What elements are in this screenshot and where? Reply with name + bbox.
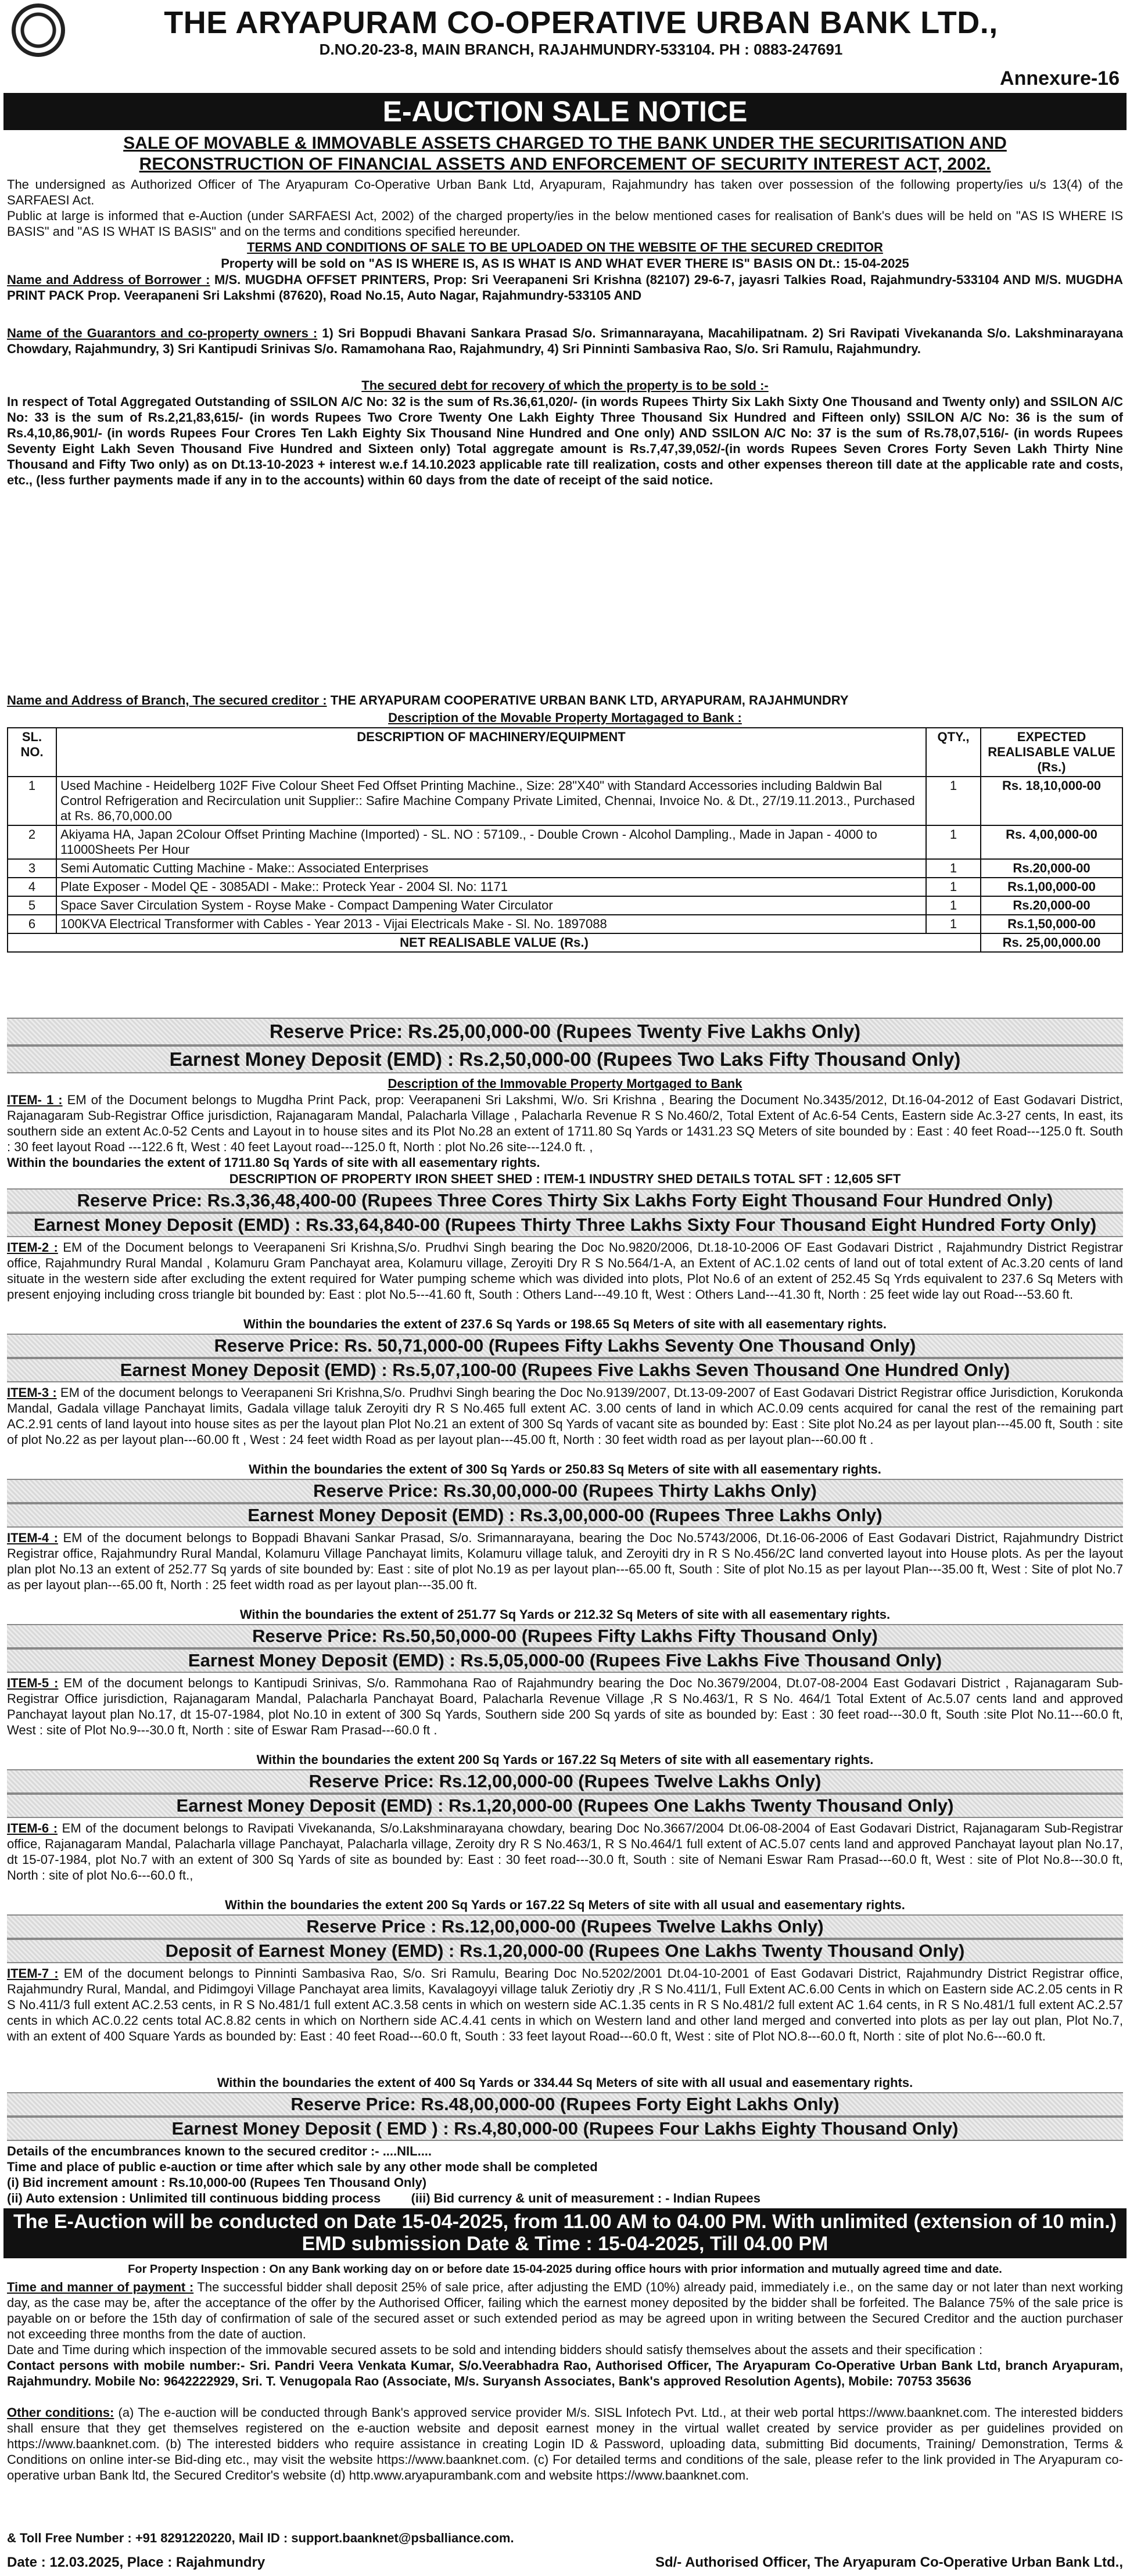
item-7-boundaries: Within the boundaries the extent of 400 Sq Yards or 334.44 Sq Meters of site with all usual and easementary rights. [217,2075,913,2090]
item-6-boundaries: Within the boundaries the extent 200 Sq Yards or 167.22 Sq Meters of site with all usual and easementary rights. [225,1898,905,1912]
col-sl-no: SL. NO. [8,728,56,777]
item-text: EM of the document belongs to Kantipudi Srinivas, S/o. Rammohana Rao of Rajahmundry bearing the Doc No.3679/2004, Dt.07-08-2004 East Godavari District , Rajanagaram Sub-Registrar Office jurisdiction, Rajanagaram Mandal, Palacharla Panchayat Board, Palacharla Revenue Village ,R S No.463/1, R S No. 464/1 Total Extent of Ac.5.07 cents land and approved Panchayat layout plan No.17, dt 15-07-1984, plot No.10 in extent of 300 Sq Yards, Southern side 200 Sq yards of site as bounded by: East : 30 feet road---30.0 ft, South :site Plot No.11---60.0 ft, West : site of Plot No.9---30.0 ft, North : site of Eswar Ram Prasad---60.0 ft . [7,1676,1123,1737]
other-conditions [7,2405,1123,2483]
net-value-amount: Rs. 25,00,000.00 [981,933,1122,952]
immovable-heading: Description of the Immovable Property Mortgaged to Bank [388,1076,742,1091]
encumbrances-line: Details of the encumbrances known to the secured creditor :- ....NIL.... [7,2144,432,2158]
other-conditions-label: Other conditions: [7,2405,114,2420]
auction-schedule-block [3,2208,1127,2258]
inspection-line: For Property Inspection : On any Bank working day on or before date 15-04-2025 during office hours with prior information and mutually agreed time and date. [128,2263,1002,2276]
item-text: EM of the document belongs to Boppadi Bhavani Sankar Prasad, S/o. Srimannarayana, bearing the Doc No.5743/2006, Dt.16-06-2006 of East Godavari District, Rajahmundry District Registrar office, Rajahmundry Rural Mandal, Kolamuru Village Panchayat limits, Kolamuru village taluk, and Zeroyiti dry in R S No.456/2C land converted layout into House plots. As per the layout plan plot No.13 an extent of 252.77 Sq yards of site bounded by: East : site of plot No.19 as per layout plan---65.00 ft, South : Site of plot No.15 as per layout Plan---35.00 ft, West : Site of plot No.7 as per layout plan---65.00 ft, North : 25 feet width road as per layout plan---35.00 ft. [7,1530,1123,1592]
row-desc: Akiyama HA, Japan 2Colour Offset Printing Machine (Imported) - SL. NO : 57109., - Double Crown - Alcohol Dampling., Made in Japan - 4000 to 11000Sheets Per Hour [56,825,926,859]
movable-property-table [7,727,1123,953]
bank-header [0,0,1130,64]
public-notice-paragraph: Public at large is informed that e-Auction (under SARFAESI Act, 2002) of the charged property/ies in the below mentioned cases for realisation of Bank's dues will be held on "AS IS WHERE IS BASIS" and "AS IS WHAT IS BASIS" and on the terms and conditions specified hereunder. [7,209,1123,239]
row-value: Rs.1,00,000-00 [981,878,1122,896]
payment-text: The successful bidder shall deposit 25% of sale price, after adjusting the EMD (10%) already paid, immediately i.e., on the same day or not later than next working day, as the case may be, after the acceptance of the offer by the Authorised Officer, failing which the earnest money deposited by the bidder shall be forfeited. The Balance 75% of the sale price is payable on or before the 15th day of confirmation of sale of the secured asset or such extended period as may be agreed upon in writing between the Secured Creditor and the auction purchaser not exceeding three months from the date of auction. [7,2280,1123,2341]
item-1-reserve-band: Reserve Price: Rs.3,36,48,400-00 (Rupees Three Cores Thirty Six Lakhs Forty Eight Thousand Four Hundred Only) [7,1188,1123,1213]
guarantors-section [7,325,1123,357]
bid-increment-line: (i) Bid increment amount : Rs.10,000-00 (Rupees Ten Thousand Only) [7,2175,427,2190]
table-row [8,878,1122,896]
item-label: ITEM-5 : [7,1676,59,1690]
item-2-reserve-band: Reserve Price: Rs. 50,71,000-00 (Rupees Fifty Lakhs Seventy One Thousand Only) [7,1334,1123,1358]
item-text: EM of the document belongs to Veerapaneni Sri Krishna,S/o. Prudhvi Singh bearing the Doc No.9139/2007, Dt.13-09-2007 of East Godavari District Registrar office Jurisdiction, Korukonda Mandal, Gadala village Panchayat limits, Gadala village taluk Zeroyiti dry R S No.465 full extent AC. 3.00 cents of land in which AC.0.09 cents acquired for canal the rest of the remaining part AC.2.91 cents of land layout into house sites as per the layout plan Plot No.21 an extent of 300 Sq Yards of vacant site as bounded by: East : Site plot No.24 as per layout plan---45.00 ft, South : site of plot No.22 as per layout plan---60.00 ft , West : 24 feet width Road as per layout plan---45.00 ft, North : 30 feet width road as per layout plan---60.00 ft . [7,1385,1123,1447]
net-value-row [8,933,1122,952]
borrower-label: Name and Address of Borrower : [7,272,210,287]
intro-paragraph: The undersigned as Authorized Officer of The Aryapuram Co-Operative Urban Bank Ltd, Aryapuram, Rajahmundry has taken over possession of the following property/ies u/s 13(4) of the SARFAESI Act. [7,177,1123,207]
auto-extension-text: (ii) Auto extension : Unlimited till continuous bidding process [7,2191,381,2205]
contact-persons: Contact persons with mobile number:- Sri. Pandri Veera Venkata Kumar, S/o.Veerabhadra Rao, Authorised Officer, The Aryapuram Co-Operative Urban Bank Ltd, branch Aryapuram, Rajahmundry. Mobile No: 9642222929, Sri. T. Venugopala Rao (Associate, M/s. Suryansh Associates, Bank's approved Resolution Agents), Mobile: 70753 35636 [7,2358,1123,2388]
item-7-reserve-band: Reserve Price: Rs.48,00,000-00 (Rupees Forty Eight Lakhs Only) [7,2092,1123,2117]
row-sl: 2 [8,825,56,859]
auto-extension-line [7,2190,1123,2206]
item-6-reserve-band: Reserve Price : Rs.12,00,000-00 (Rupees Twelve Lakhs Only) [7,1914,1123,1939]
emd-band: Earnest Money Deposit (EMD) : Rs.2,50,000-00 (Rupees Two Laks Fifty Thousand Only) [7,1046,1123,1073]
row-sl: 4 [8,878,56,896]
item-text: EM of the Document belongs to Mugdha Print Pack, prop: Veerapaneni Sri Lakshmi, W/o. Sri Krishna , Bearing the Document No.3435/2012, Dt.16-04-2012 of East Godavari District, Rajanagaram Sub-Registrar Office jurisdiction, Rajanagaram Mandal, Palacharla Village , Palacharla Revenue R S No.460/2, Total Extent of Ac.6-54 Cents, Eastern side Ac.3-27 cents, In east, its southern side an extent Ac.0-52 Cents and Layout in to house sites and its Plot No.28 an extent of 1711.80 Sq Yards or 1431.23 SQ Meters of site bounded by : East : 40 feet Road---125.0 ft. South : 30 feet layout Road ---122.6 ft, West : 40 feet Layout road---125.0 ft, North : plot No.26 site---124.0 ft. , [7,1093,1123,1154]
auction-date-line: The E-Auction will be conducted on Date 15-04-2025, from 11.00 AM to 04.00 PM. With unlimited (extension of 10 min.) [13,2211,1117,2233]
row-value: Rs. 18,10,000-00 [981,777,1122,825]
row-qty: 1 [926,896,981,915]
item-label: ITEM-7 : [7,1966,59,1981]
item-5-emd-band: Earnest Money Deposit (EMD) : Rs.1,20,000-00 (Rupees One Lakhs Twenty Thousand Only) [7,1794,1123,1818]
item-3-reserve-band: Reserve Price: Rs.30,00,000-00 (Rupees Thirty Lakhs Only) [7,1479,1123,1503]
item-2-boundaries: Within the boundaries the extent of 237.6 Sq Yards or 198.65 Sq Meters of site with all easementary rights. [243,1317,887,1331]
secured-debt-heading: The secured debt for recovery of which the property is to be sold :- [361,378,769,393]
row-value: Rs.20,000-00 [981,896,1122,915]
row-sl: 5 [8,896,56,915]
item-7-description [7,1966,1123,2044]
branch-details: THE ARYAPURAM COOPERATIVE URBAN BANK LTD, ARYAPURAM, RAJAHMUNDRY [330,693,849,707]
col-qty: QTY., [926,728,981,777]
guarantors-label: Name of the Guarantors and co-property owners : [7,326,318,340]
item-5-reserve-band: Reserve Price: Rs.12,00,000-00 (Rupees Twelve Lakhs Only) [7,1769,1123,1794]
bank-address: D.NO.20-23-8, MAIN BRANCH, RAJAHMUNDRY-533104. PH : 0883-247691 [319,41,843,58]
subtitle-line-2: RECONSTRUCTION OF FINANCIAL ASSETS AND ENFORCEMENT OF SECURITY INTEREST ACT, 2002. [139,155,991,174]
table-row [8,896,1122,915]
row-qty: 1 [926,859,981,878]
table-row [8,859,1122,878]
row-sl: 6 [8,915,56,933]
item-text: EM of the document belongs to Pinninti Sambasiva Rao, S/o. Sri Ramulu, Bearing Doc No.5202/2001 Dt.04-10-2001 of East Godavari District, Rajahmundry District Registrar office, Rajahmundry Rural, Mandal, and Pidimgoyi Village Panchayat area limits, Kavalagoyyi village taluk Zeriotiy dry ,R S No.411/1, Full Extent AC.6.00 Cents in which on Eastern side AC.2.05 cents in R S No.411/3 full extent AC.2.53 cents, in R S No.481/1 full extent AC.3.58 cents in which on western side AC.1.35 cents in R S No.481/2 full extent AC 1.64 cents, in R S No.481/1 full extent AC.2.57 cents in which AC.0.22 cents total AC.8.82 cents in which on Northern side AC.4.41 cents in which on Western land and other land merged and converted into plots as per lay out plan, Plot No.7, with an extent of 400 Square Yards as bounded by: East : 40 feet Road---60.0 ft, South : 33 feet layout Road---60.0 ft, West : site of Plot NO.8---60.0 ft, North : site of plot No.6---60.0 ft. [7,1966,1123,2043]
item-label: ITEM-2 : [7,1240,58,1255]
other-conditions-text: (a) The e-auction will be conducted through Bank's approved service provider M/s. SISL Infotech Pvt. Ltd., at their web portal https://www.baanknet.com. The interested bidders shall ensure that they get themselves registered on the e-auction website and deposit earnest money in the virtual wallet created by service provider as per guidelines provided on https://www.baanknet.com. (b) The interested bidders who require assistance in creating Login ID & Password, uploading data, submitting Bid documents, Training/ Demonstration, Terms & Conditions on online inter-se Bid-ding etc., may visit the website https://www.baanknet.com. (c) For detailed terms and conditions of the sale, please refer to the link provided in The Aryapuram co-operative urban Bank ltd, the Secured Creditor's website (d) http.www.aryapurambank.com and website https://www.baanknet.com. [7,2405,1123,2482]
authorised-signature: Sd/- Authorised Officer, The Aryapuram Co-Operative Urban Bank Ltd., [655,2555,1123,2570]
guarantors-details: 1) Sri Boppudi Bhavani Sankara Prasad S/o. Srimannarayana, Macahilipatnam. 2) Sri Ravipati Vivekananda S/o. Lakshminarayana Chowdary, Rajahmundry, 3) Sri Kantipudi Srinivas S/o. Ramamohana Rao, Rajahmundry, 4) Sri Pinninti Sambasiva Rao, S/o. Sri Ramulu, Rajahmundry. [7,326,1123,356]
secured-debt-details: In respect of Total Aggregated Outstanding of SSILON A/C No: 32 is the sum of Rs.36,61,020/- (in words Rupees Thirty Six Lakh Sixty One Thousand and Twenty only) and SSILON A/C No: 33 is the sum of Rs.2,21,83,615/- (in words Rupees Two Crore Twenty One Lakh Eighty Three Thousand Six Hundred and Fifteen only) SSILON A/C No: 36 is the sum of Rs.4,10,86,901/- (in words Rupees Four Crores Ten Lakh Eighty Six Thousand Nine Hundred and One only) AND SSILON A/C No: 37 is the sum of Rs.78,07,516/- (in words Rupees Seventy Eight Lakh Seven Thousand Five Hundred and Sixteen only) Total aggregate amount is Rs.7,47,39,052/-(in words Rupees Seven Crores Forty Seven Lakh Thirty Nine Thousand and Fifty Two only) as on Dt.13-10-2023 + interest w.e.f 14.10.2023 applicable rate till realization, costs and other expenses thereon till date at the applicable rate and costs, etc., (less further payments made if any in to the accounts) within 60 days from the date of receipt of the said notice. [7,394,1123,487]
item-4-reserve-band: Reserve Price: Rs.50,50,000-00 (Rupees Fifty Lakhs Fifty Thousand Only) [7,1624,1123,1648]
reserve-price-band: Reserve Price: Rs.25,00,000-00 (Rupees Twenty Five Lakhs Only) [7,1018,1123,1046]
date-place: Date : 12.03.2025, Place : Rajahmundry [7,2555,266,2570]
row-sl: 3 [8,859,56,878]
item-1-emd-band: Earnest Money Deposit (EMD) : Rs.33,64,840-00 (Rupees Thirty Three Lakhs Sixty Four Thousand Eight Hundred Forty Only) [7,1213,1123,1237]
item-4-emd-band: Earnest Money Deposit (EMD) : Rs.5,05,000-00 (Rupees Five Lakhs Five Thousand Only) [7,1648,1123,1673]
inspection-date-time: Date and Time during which inspection of the immovable secured assets to be sold and intending bidders should satisfy themselves about the assets and their specification : [7,2343,983,2357]
table-row [8,915,1122,933]
item-3-emd-band: Earnest Money Deposit (EMD) : Rs.3,00,000-00 (Rupees Three Lakhs Only) [7,1503,1123,1528]
item-2-description [7,1240,1123,1302]
borrower-section [7,272,1123,303]
col-description: DESCRIPTION OF MACHINERY/EQUIPMENT [56,728,926,777]
row-qty: 1 [926,825,981,859]
bid-currency-text: (iii) Bid currency & unit of measurement : - Indian Rupees [411,2191,760,2205]
table-header-row [8,728,1122,777]
item-3-description [7,1385,1123,1447]
row-desc: Plate Exposer - Model QE - 3085ADI - Make:: Proteck Year - 2004 Sl. No: 1171 [56,878,926,896]
payment-label: Time and manner of payment : [7,2280,194,2294]
sale-basis: Property will be sold on "AS IS WHERE IS, AS IS WHAT IS AND WHAT EVER THERE IS" BASIS ON Dt.: 15-04-2025 [221,256,909,271]
item-5-description [7,1675,1123,1738]
item-4-description [7,1530,1123,1593]
item-5-boundaries: Within the boundaries the extent 200 Sq Yards or 167.22 Sq Meters of site with all easementary rights. [256,1752,874,1767]
table-row [8,777,1122,825]
item-2-emd-band: Earnest Money Deposit (EMD) : Rs.5,07,100-00 (Rupees Five Lakhs Seven Thousand One Hundred Only) [7,1358,1123,1382]
emd-submission-line: EMD submission Date & Time : 15-04-2025, Till 04.00 PM [302,2233,828,2255]
time-place-line: Time and place of public e-auction or time after which sale by any other mode shall be completed [7,2160,598,2174]
row-value: Rs.20,000-00 [981,859,1122,878]
footer [7,2555,1123,2571]
item-label: ITEM- 1 : [7,1093,63,1107]
borrower-details: M/S. MUGDHA OFFSET PRINTERS, Prop: Sri Veerapaneni Sri Krishna (82107) 29-6-7, jayasri Talkies Road, Rajahmundry-533104 AND M/S. MUGDHA PRINT PACK Prop. Veerapaneni Sri Lakshmi (87620), Road No.15, Auto Nagar, Rajahmundry-533105 AND [7,272,1123,303]
bank-name: THE ARYAPURAM CO-OPERATIVE URBAN BANK LTD., [164,5,998,40]
row-sl: 1 [8,777,56,825]
item-1-description [7,1092,1123,1155]
item-1-shed-details: DESCRIPTION OF PROPERTY IRON SHEET SHED : ITEM-1 INDUSTRY SHED DETAILS TOTAL SFT : 12,605 SFT [229,1172,901,1186]
item-label: ITEM-3 : [7,1385,57,1400]
annexure-label: Annexure-16 [1000,67,1120,89]
item-text: EM of the Document belongs to Veerapaneni Sri Krishna,S/o. Prudhvi Singh bearing the Doc No.9820/2006, Dt.18-10-2006 OF East Godavari District , Rajahmundry District Registrar office, Rajahmundry Rural Mandal , Kolamuru Gram Panchayat area, Kolamuru village, Zeroyiti Dry R S No.564/1-A, an Extent of AC.1.02 cents of land out of total extent of Ac.3.20 cents of land situate in the western side after excluding the extent required for Water pumping scheme which was divided into plots, Plot No.6 of an extent of 252.45 Sq Yrds equivalent to 237.6 Sq Meters with present enjoying including cross triangle bit bounded by: East : plot No.5---41.60 ft, South : Others Land---49.10 ft, West : Others Land---41.30 ft, North : 25 feet wide lay out Road---53.60 ft. [7,1240,1123,1302]
row-qty: 1 [926,878,981,896]
row-desc: 100KVA Electrical Transformer with Cables - Year 2013 - Vijai Electricals Make - Sl. No. 1897088 [56,915,926,933]
item-7-emd-band: Earnest Money Deposit ( EMD ) : Rs.4,80,000-00 (Rupees Four Lakhs Eighty Thousand Only) [7,2117,1123,2141]
toll-free-line: & Toll Free Number : +91 8291220220, Mail ID : support.baanknet@psballiance.com. [7,2531,514,2545]
item-1-boundaries: Within the boundaries the extent of 1711.80 Sq Yards of site with all easementary rights. [7,1155,540,1170]
bank-logo [12,3,65,57]
row-value: Rs.1,50,000-00 [981,915,1122,933]
row-desc: Semi Automatic Cutting Machine - Make:: Associated Enterprises [56,859,926,878]
branch-label: Name and Address of Branch, The secured creditor : [7,693,327,707]
item-label: ITEM-6 : [7,1821,58,1835]
item-4-boundaries: Within the boundaries the extent of 251.77 Sq Yards or 212.32 Sq Meters of site with all easementary rights. [239,1607,891,1622]
row-qty: 1 [926,777,981,825]
item-3-boundaries: Within the boundaries the extent of 300 Sq Yards or 250.83 Sq Meters of site with all easementary rights. [249,1462,881,1476]
row-value: Rs. 4,00,000-00 [981,825,1122,859]
subtitle-line-1: SALE OF MOVABLE & IMMOVABLE ASSETS CHARGED TO THE BANK UNDER THE SECURITISATION AND [123,134,1007,153]
row-qty: 1 [926,915,981,933]
row-desc: Space Saver Circulation System - Royse Make - Compact Dampening Water Circulator [56,896,926,915]
payment-section [7,2279,1123,2342]
item-label: ITEM-4 : [7,1530,58,1545]
row-desc: Used Machine - Heidelberg 102F Five Colour Sheet Fed Offset Printing Machine., Size: 28"X40" with Standard Accessories including Baldwin Bal Control Refrigeration and Recirculation unit Supplier:: Safire Machine Company Private Limited, Chennai, Invoice No. & Dt., 27/19.11.2013., Purchased at Rs. 86,70,000.00 [56,777,926,825]
notice-title: E-AUCTION SALE NOTICE [3,93,1127,130]
item-6-description [7,1820,1123,1883]
item-6-emd-band: Deposit of Earnest Money (EMD) : Rs.1,20,000-00 (Rupees One Lakhs Twenty Thousand Only) [7,1939,1123,1963]
table-row [8,825,1122,859]
movable-heading: Description of the Movable Property Mortagaged to Bank : [388,710,742,725]
col-value: EXPECTED REALISABLE VALUE (Rs.) [981,728,1122,777]
net-value-label: NET REALISABLE VALUE (Rs.) [8,933,981,952]
terms-heading: TERMS AND CONDITIONS OF SALE TO BE UPLOADED ON THE WEBSITE OF THE SECURED CREDITOR [247,240,883,254]
item-text: EM of the document belongs to Ravipati Vivekananda, S/o.Lakshminarayana chowdary, bearing Doc No.3667/2004 Dt.06-08-2004 of East Godavari District, Rajanagaram Sub-Registrar office, Rajanagaram Mandal, Palacharla village Panchayat, Palacharla village, Zeroity dry R S No.463/1, R S No.464/1 full extent of AC.5.07 cents land and approved Panchayat layout plan No.17, dt 15-07-1984, plot No.7 with an extent of 300 Sq Yards of site as bounded by: East : 30 feet road---30.0 ft, South : site of Nemani Eswar Ram Prasad---60.0 ft, West : site of Plot No.8---30.0 ft, North : site of plot No.6---60.0 ft., [7,1821,1123,1882]
branch-section [7,692,1123,708]
